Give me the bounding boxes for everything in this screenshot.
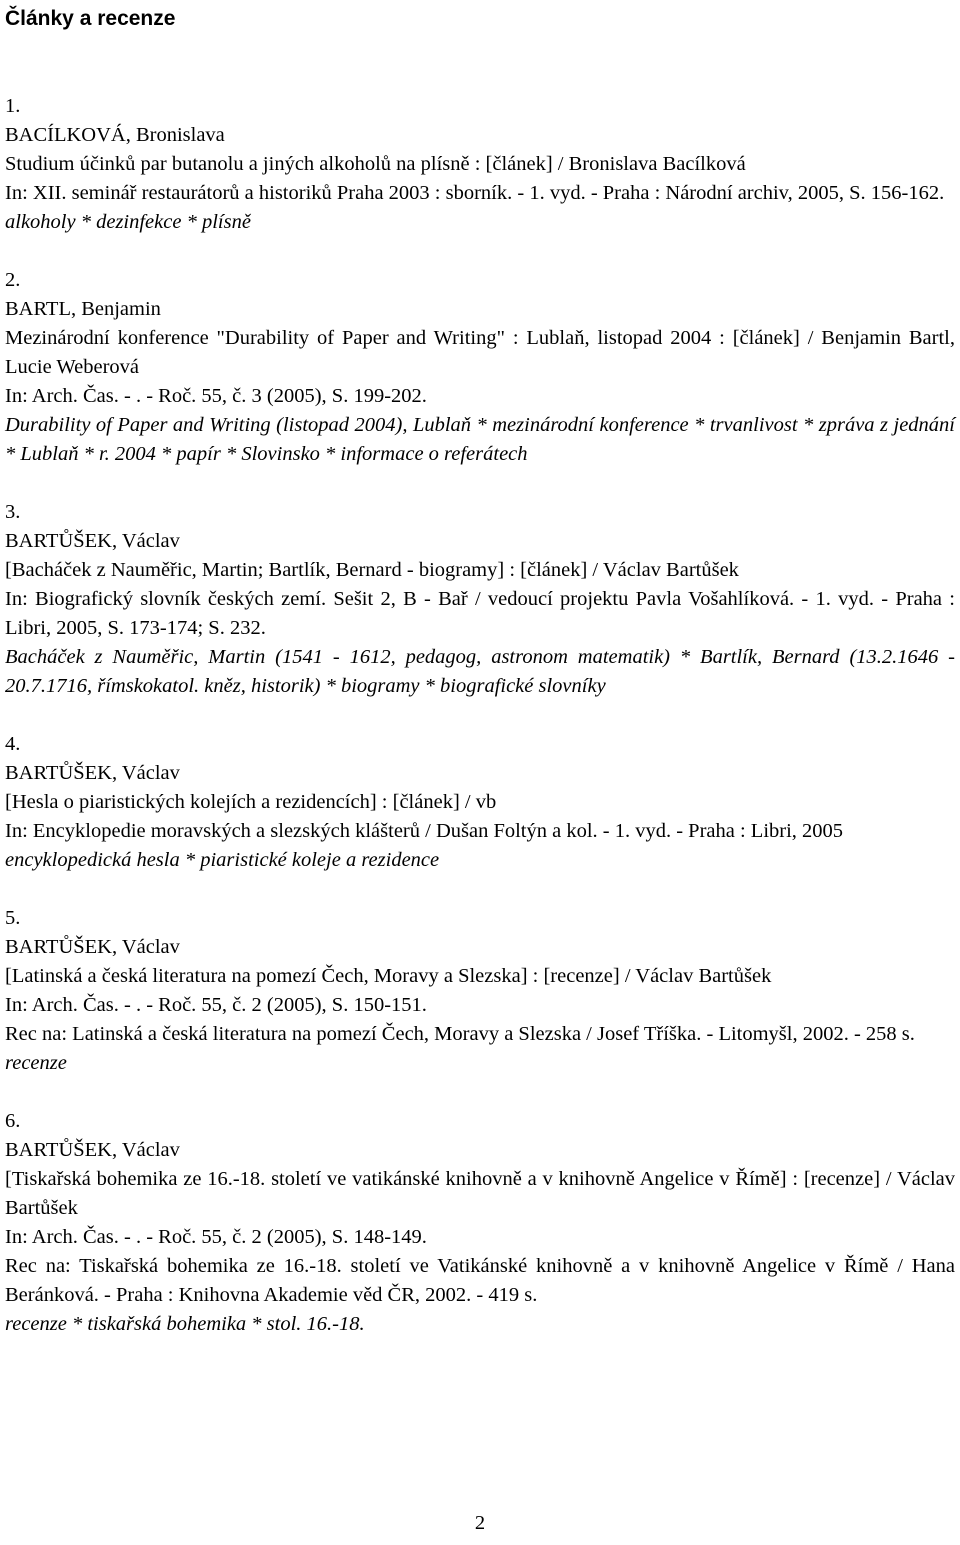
entry-author: BARTL, Benjamin [5, 298, 161, 320]
bibliography-entry-1 [5, 92, 955, 237]
entry-keywords: recenze * tiskařská bohemika * stol. 16.-18. [5, 1313, 365, 1335]
entry-number: 4. [5, 733, 21, 755]
entry-keywords: recenze [5, 1052, 67, 1074]
entry-author: BARTŮŠEK, Václav [5, 1139, 180, 1161]
entry-source: In: Arch. Čas. - . - Roč. 55, č. 2 (2005), S. 148-149. [5, 1226, 427, 1248]
entry-title: Mezinárodní konference "Durability of Paper and Writing" : Lublaň, listopad 2004 : [článek] / Benjamin Bartl, Lucie Weberová [5, 327, 955, 378]
entry-source: In: Biografický slovník českých zemí. Sešit 2, B - Bař / vedoucí projektu Pavla Vošahlíková. - 1. vyd. - Praha : Libri, 2005, S. 173-174; S. 232. [5, 588, 955, 639]
entry-title: [Latinská a česká literatura na pomezí Čech, Moravy a Slezska] : [recenze] / Václav Bartůšek [5, 965, 772, 987]
entry-keywords: Bacháček z Nauměřic, Martin (1541 - 1612, pedagog, astronom matematik) * Bartlík, Bernard (13.2.1646 - 20.7.1716, římskokatol. kněz, historik) * biogramy * biografické slovníky [5, 646, 955, 697]
entry-title: [Hesla o piaristických kolejích a rezidencích] : [článek] / vb [5, 791, 497, 813]
entry-number: 6. [5, 1110, 21, 1132]
entry-keywords: alkoholy * dezinfekce * plísně [5, 211, 251, 233]
entry-number: 2. [5, 269, 21, 291]
entry-number: 1. [5, 95, 21, 117]
page-number: 2 [474, 1512, 486, 1534]
entry-keywords: encyklopedická hesla * piaristické koleje a rezidence [5, 849, 440, 871]
entry-title: [Tiskařská bohemika ze 16.-18. století ve vatikánské knihovně a v knihovně Angelice v Římě] : [recenze] / Václav Bartůšek [5, 1168, 955, 1219]
entry-source: In: XII. seminář restaurátorů a historiků Praha 2003 : sborník. - 1. vyd. - Praha : Národní archiv, 2005, S. 156-162. [5, 182, 945, 204]
bibliography-entry-2 [5, 266, 955, 469]
entry-title: [Bacháček z Nauměřic, Martin; Bartlík, Bernard - biogramy] : [článek] / Václav Bartůšek [5, 559, 739, 581]
entry-number: 5. [5, 907, 21, 929]
entry-review-of: Rec na: Tiskařská bohemika ze 16.-18. století ve Vatikánské knihovně a v knihovně Angelice v Římě / Hana Beránková. - Praha : Knihovna Akademie věd ČR, 2002. - 419 s. [5, 1255, 955, 1306]
entry-source: In: Arch. Čas. - . - Roč. 55, č. 3 (2005), S. 199-202. [5, 385, 427, 407]
entry-keywords: Durability of Paper and Writing (listopad 2004), Lublaň * mezinárodní konference * trvanlivost * zpráva z jednání * Lublaň * r. 2004 * papír * Slovinsko * informace o referátech [5, 414, 955, 465]
entry-author: BACÍLKOVÁ, Bronislava [5, 124, 225, 146]
entry-source: In: Arch. Čas. - . - Roč. 55, č. 2 (2005), S. 150-151. [5, 994, 427, 1016]
entry-author: BARTŮŠEK, Václav [5, 762, 180, 784]
entry-review-of: Rec na: Latinská a česká literatura na pomezí Čech, Moravy a Slezska / Josef Tříška. - Litomyšl, 2002. - 258 s. [5, 1023, 915, 1045]
entry-number: 3. [5, 501, 21, 523]
entry-author: BARTŮŠEK, Václav [5, 936, 180, 958]
bibliography-entry-3 [5, 498, 955, 701]
entry-title: Studium účinků par butanolu a jiných alkoholů na plísně : [článek] / Bronislava Bacílková [5, 153, 746, 175]
bibliography-entry-5 [5, 904, 955, 1078]
entry-source: In: Encyklopedie moravských a slezských klášterů / Dušan Foltýn a kol. - 1. vyd. - Praha : Libri, 2005 [5, 820, 844, 842]
section-heading: Články a recenze [5, 7, 176, 30]
entry-author: BARTŮŠEK, Václav [5, 530, 180, 552]
bibliography-list [5, 92, 955, 1368]
bibliography-entry-4 [5, 730, 955, 875]
bibliography-entry-6 [5, 1107, 955, 1339]
